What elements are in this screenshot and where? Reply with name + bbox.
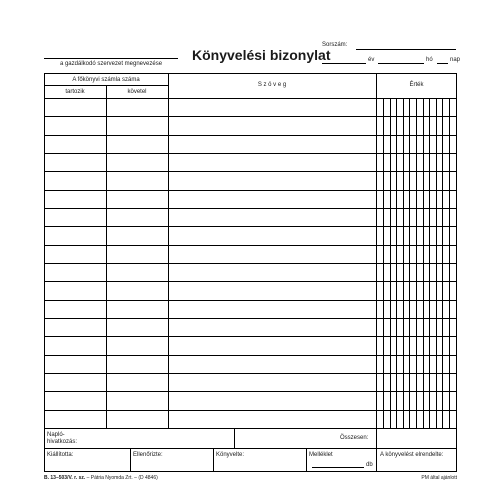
sig-divider-1 [130,448,131,472]
text-header: S z ö v e g [257,82,287,88]
table-row[interactable] [44,263,457,281]
form-code: B. 13–503/V. r. sz. [44,475,86,481]
credit-header: követel [127,89,147,95]
table-row[interactable] [44,208,457,226]
value-digit-divider [442,98,443,428]
value-digit-divider [429,98,430,428]
sig-divider-3 [306,448,307,472]
date-day-label: nap [450,57,461,63]
value-digit-divider [416,98,417,428]
form-title: Könyvelési bizonylat [192,47,331,63]
table-row[interactable] [44,410,457,428]
table-row[interactable] [44,171,457,189]
table-row[interactable] [44,190,457,208]
journal-total-divider [234,428,235,448]
table-row[interactable] [44,116,457,134]
total-label: Összesen: [340,435,369,441]
value-digit-divider [449,98,450,428]
pieces-label: db [366,462,373,468]
org-name-line[interactable] [44,58,178,59]
value-digit-divider [423,98,424,428]
total-value-field[interactable] [377,429,456,448]
attachment-count-field[interactable] [312,467,364,468]
table-row[interactable] [44,336,457,354]
printer-info [44,476,158,481]
table-row[interactable] [44,355,457,373]
footer-divider-line [44,448,457,449]
sig-divider-4 [376,448,377,472]
table-row[interactable] [44,318,457,336]
attachment-label: Melléklet [309,452,333,458]
value-digit-divider [403,98,404,428]
date-month-label: hó [426,57,433,63]
table-row[interactable] [44,391,457,409]
table-row[interactable] [44,281,457,299]
serial-number-field[interactable] [356,49,456,50]
value-digit-divider [409,98,410,428]
table-row[interactable] [44,153,457,171]
journal-label-1: Napló- [47,432,65,438]
checked-by-label[interactable]: Ellenőrizte: [133,452,163,458]
account-number-header: A főkönyvi számla száma [72,77,140,83]
value-digit-divider [396,98,397,428]
table-row[interactable] [44,226,457,244]
table-row[interactable] [44,135,457,153]
date-year-field[interactable] [322,63,366,64]
debit-header: tartozik [65,89,85,95]
journal-label-2: hivatkozás: [47,439,78,445]
table-row[interactable] [44,245,457,263]
ordered-by-label[interactable]: A könyvelést elrendelte: [380,452,444,458]
value-digit-divider [390,98,391,428]
value-digit-divider [383,98,384,428]
serial-label: Sorszám: [322,42,348,48]
table-row[interactable] [44,373,457,391]
date-month-field[interactable] [378,63,424,64]
org-name-label: a gazdálkodó szervezet megnevezése [59,61,163,67]
publisher: – Pátria Nyomda Zrt. – (D 4846) [86,475,158,481]
table-row[interactable] [44,98,457,116]
recommended-by: PM által ajánlott [421,475,457,481]
date-year-label: év [368,57,375,63]
booked-by-label[interactable]: Könyvelte: [216,452,245,458]
issued-by-label[interactable]: Kiállította: [47,452,74,458]
value-digit-divider [436,98,437,428]
date-day-field[interactable] [437,63,448,64]
sig-divider-2 [213,448,214,472]
table-row[interactable] [44,300,457,318]
value-header: Érték [409,82,424,88]
